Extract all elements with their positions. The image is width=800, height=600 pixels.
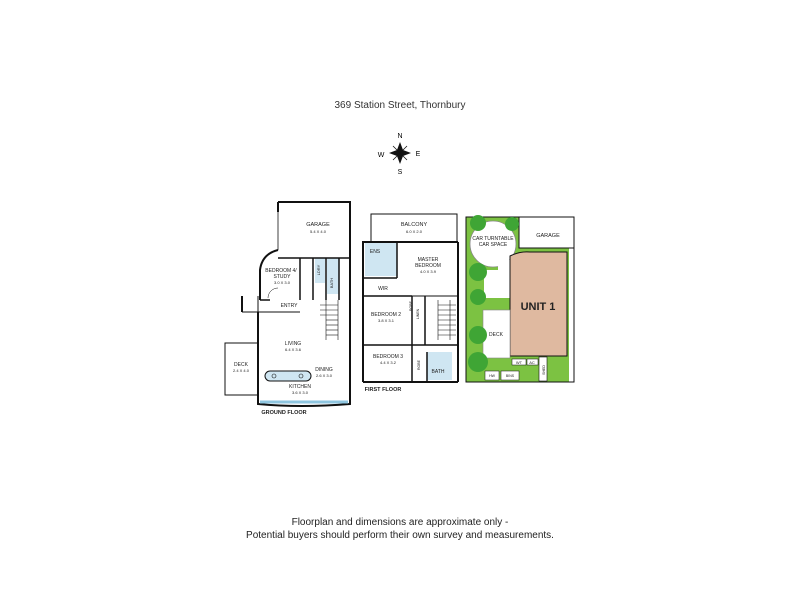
living-label: LIVING	[284, 341, 302, 347]
balcony-label: BALCONY	[400, 222, 428, 228]
kitchen-label: KITCHEN	[289, 384, 311, 390]
master-label-1: MASTER	[417, 257, 439, 263]
master-label-2: BEDROOM	[415, 263, 441, 269]
address-title: 369 Station Street, Thornbury	[334, 100, 466, 111]
garage-label: GARAGE	[306, 222, 330, 228]
ac-label: AC	[529, 360, 535, 365]
kitchen-dims: 3.6 X 3.0	[291, 390, 309, 395]
compass-s-label: S	[397, 169, 403, 176]
site-deck-label: DECK	[489, 332, 503, 338]
wt-label: WT	[515, 360, 523, 365]
bedroom4-label-1: BEDROOM 4/	[265, 268, 297, 274]
bedroom2-label: BEDROOM 2	[370, 312, 402, 318]
compass-n-label: N	[397, 133, 403, 140]
hw-label: HW	[489, 374, 495, 378]
disclaimer	[0, 516, 800, 542]
ldry-label: LDRY	[316, 264, 321, 276]
robe-label-2: ROBE	[417, 360, 421, 370]
robe-label-1: ROBE	[409, 301, 413, 311]
living-dims: 6.4 X 3.6	[284, 347, 302, 352]
bins-label: BINS	[505, 374, 515, 378]
master-dims: 4.0 X 3.9	[419, 269, 437, 274]
disclaimer-line-1: Floorplan and dimensions are approximate only -	[291, 517, 509, 528]
ens-label: ENS	[369, 249, 381, 255]
ground-floor-labels	[233, 222, 334, 416]
bedroom3-dims: 4.4 X 3.2	[379, 360, 397, 365]
bedroom2-dims: 3.8 X 3.1	[377, 318, 395, 323]
deck-dims: 2.4 X 4.0	[232, 368, 250, 373]
shed-label: SHED	[542, 365, 546, 375]
gf-bath-label: BATH	[329, 277, 334, 289]
deck-label: DECK	[234, 362, 248, 368]
dining-label: DINING	[315, 367, 333, 373]
ground-floor-title: GROUND FLOOR	[261, 410, 307, 416]
bedroom4-dims: 3.0 X 3.0	[273, 280, 291, 285]
compass-e-label: E	[415, 151, 421, 158]
bedroom3-label: BEDROOM 3	[372, 354, 404, 360]
bedroom4-label-2: STUDY	[273, 274, 291, 280]
wir-label: WIR	[378, 286, 388, 292]
turntable-label-2: CAR SPACE	[478, 242, 508, 248]
compass-rose-icon	[378, 133, 421, 176]
dining-dims: 2.6 X 3.0	[315, 373, 333, 378]
ff-bath-label: BATH	[431, 369, 445, 375]
entry-label: ENTRY	[280, 303, 298, 309]
linen-label: LINEN	[416, 308, 420, 320]
balcony-dims: 6.0 X 2.0	[405, 229, 423, 234]
first-floor-title: FIRST FLOOR	[364, 387, 402, 393]
unit-1-label: UNIT 1	[520, 301, 556, 313]
turntable-label-1: CAR TURNTABLE	[472, 236, 514, 242]
compass-w-label: W	[377, 152, 385, 159]
garage-dims: 5.4 X 4.0	[309, 229, 327, 234]
site-garage-label: GARAGE	[536, 233, 560, 239]
disclaimer-line-2: Potential buyers should perform their own survey and measurements.	[246, 530, 554, 541]
